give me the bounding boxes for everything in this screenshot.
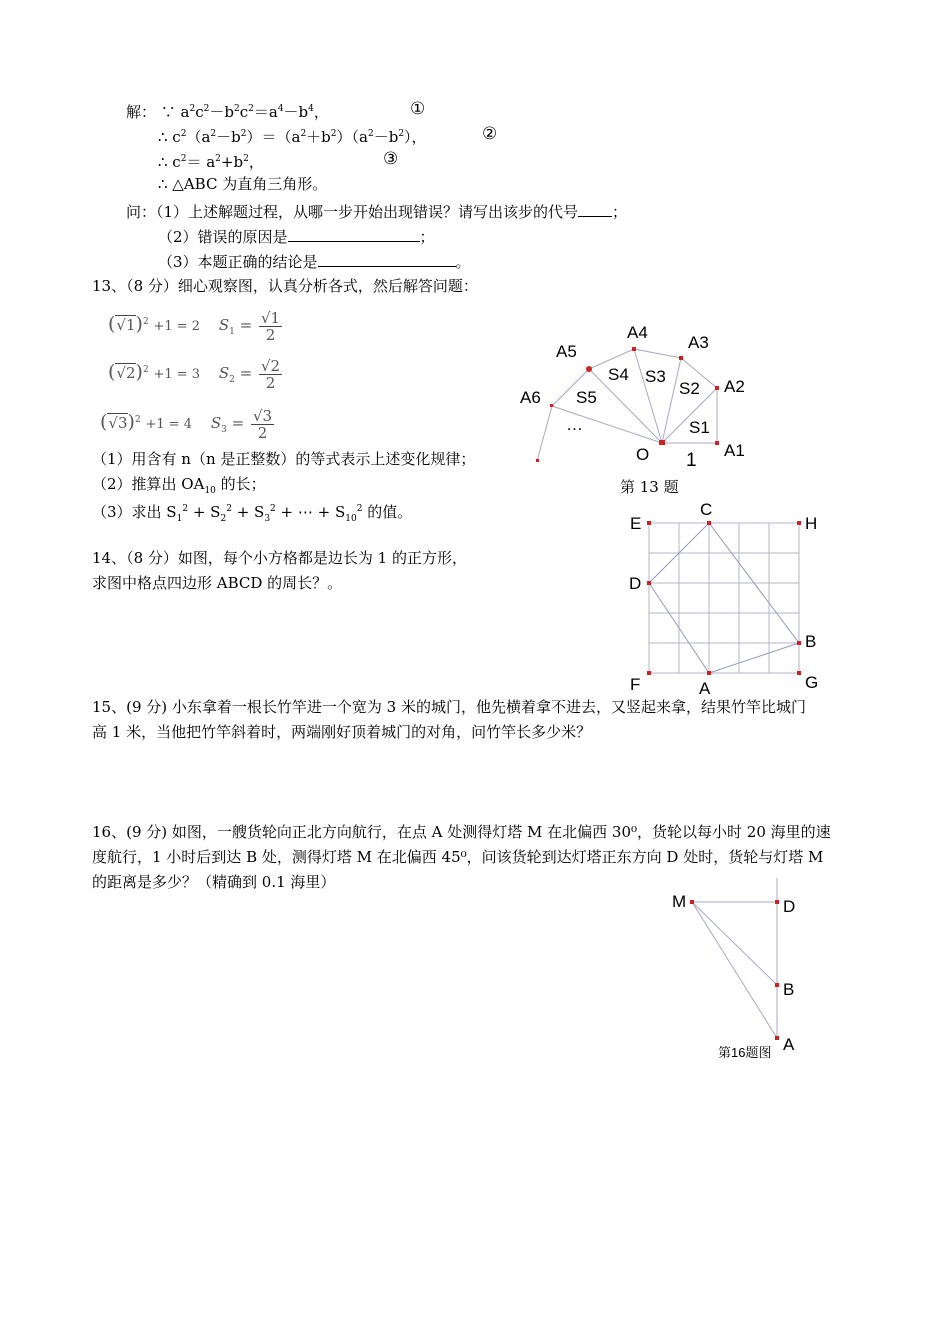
quadrilateral-ABCD [649,523,799,673]
label-C: C [700,500,713,519]
problem-16-line1: 16、(9 分) 如图，一艘货轮向正北方向航行，在点 A 处测得灯塔 M 在北偏西 30⁰，货轮以每小时 20 海里的速 [92,823,831,841]
point-A1 [715,441,719,445]
step-marker-1: ① [410,99,426,119]
point-M [690,900,694,904]
question-1: 问：（1）上述解题过程，从哪一步开始出现错误？请写出该步的代号 ； [126,200,627,222]
equation-1: $(√1)^2 +1 = 2$ $S_1$ = $\frac{√1}{2}$ [108,308,281,344]
point-B [797,641,801,645]
solution-step3: ∴ $c^2= a^2+b^2$， [158,153,264,171]
label-A: A [699,679,711,698]
label-B: B [805,632,817,651]
label-S5: S5 [576,388,597,407]
question-2: （2）错误的原因是 ； [158,225,435,247]
answer-blank-2[interactable] [288,225,420,242]
label-M: M [672,892,687,911]
solution-step1: 解： ∵ $a^2c^2-b^2c^2=a^4-b^4$， [126,103,329,121]
point-A4 [632,347,636,351]
label-G: G [805,673,819,692]
question-3: （3）本题正确的结论是 。 [158,250,471,272]
point-A6 [550,404,553,407]
label-S1: S1 [689,418,710,437]
label-D: D [629,574,642,593]
point-O [659,440,665,445]
step-marker-2: ② [482,124,498,144]
label-dots: … [566,415,583,434]
point-A5 [586,366,592,372]
label-O: O [636,445,650,464]
problem-13-sub2: （2）推算出 $OA_{10}$ 的长； [92,475,266,496]
label-A1: A1 [724,441,745,460]
problem-13-sub3: （3）求出 $S_1^2 + S_2^2 + S_3^2$ + ⋯ + $S_{10}^2$ 的值。 [92,503,413,524]
solution-step4: ∴ △ABC 为直角三角形。 [158,175,328,193]
point-B [775,983,779,987]
label-S2: S2 [679,379,700,398]
label-A5: A5 [556,342,577,361]
label-H: H [805,514,818,533]
problem-15-line1: 15、(9 分) 小东拿着一根长竹竿进一个宽为 3 米的城门，他先横着拿不进去，又竖起来拿，结果竹竿比城门 [92,698,806,716]
problem-13-sub1: （1）用含有 n（n 是正整数）的等式表示上述变化规律； [92,450,476,468]
answer-blank-1[interactable] [578,200,612,217]
equation-3: $(√3)^2 +1 = 4$ $S_3$ = $\frac{√3}{2}$ [100,406,273,442]
label-A2: A2 [724,377,745,396]
label-one: 1 [686,450,697,471]
label-A6: A6 [520,388,541,407]
problem-16-line3: 的距离是多少？（精确到 0.1 海里） [92,873,336,891]
problem-16-line2: 度航行，1 小时后到达 B 处，测得灯塔 M 在北偏西 45⁰，问该货轮到达灯塔正东方向 D 处时，货轮与灯塔 M [92,848,824,866]
label-F: F [630,675,641,694]
point-A [707,671,711,675]
label-S3: S3 [645,367,666,386]
point-G [797,671,801,675]
problem-14-line1: 14、（8 分）如图，每个小方格都是边长为 1 的正方形， [92,549,467,567]
point-A [775,1036,779,1040]
label-A: A [783,1035,795,1054]
point-H [797,521,801,525]
spiral-figure [510,320,780,500]
label-E: E [630,514,642,533]
solution-step2: ∴ $c^2(a^2-b^2)=(a^2+b^2)(a^2-b^2)$， [158,128,427,146]
label-D: D [783,897,796,916]
figure-13-caption: 第 13 题 [620,478,679,496]
problem-14-line2: 求图中格点四边形 ABCD 的周长？。 [92,574,343,592]
point-C [707,521,711,525]
point-E [647,521,651,525]
label-S4: S4 [608,365,629,384]
point-end [536,459,539,462]
answer-blank-3[interactable] [318,250,456,267]
grid-figure [640,515,810,685]
point-D [775,900,779,904]
point-A3 [679,356,683,360]
problem-15-line2: 高 1 米，当他把竹竿斜着时，两端刚好顶着城门的对角，问竹竿长多少米？ [92,723,592,741]
problem-13-title: 13、（8 分）细心观察图，认真分析各式，然后解答问题： [92,277,478,295]
label-B: B [783,980,795,999]
point-F [647,671,651,675]
step-marker-3: ③ [383,149,399,169]
figure-16-caption: 第16题图 [718,1045,772,1060]
label-A4: A4 [627,323,648,342]
label-A3: A3 [688,333,709,352]
point-D [647,581,651,585]
point-A2 [715,386,719,390]
equation-2: $(√2)^2 +1 = 3$ $S_2$ = $\frac{√2}{2}$ [108,356,281,392]
navigation-figure [680,870,800,1050]
